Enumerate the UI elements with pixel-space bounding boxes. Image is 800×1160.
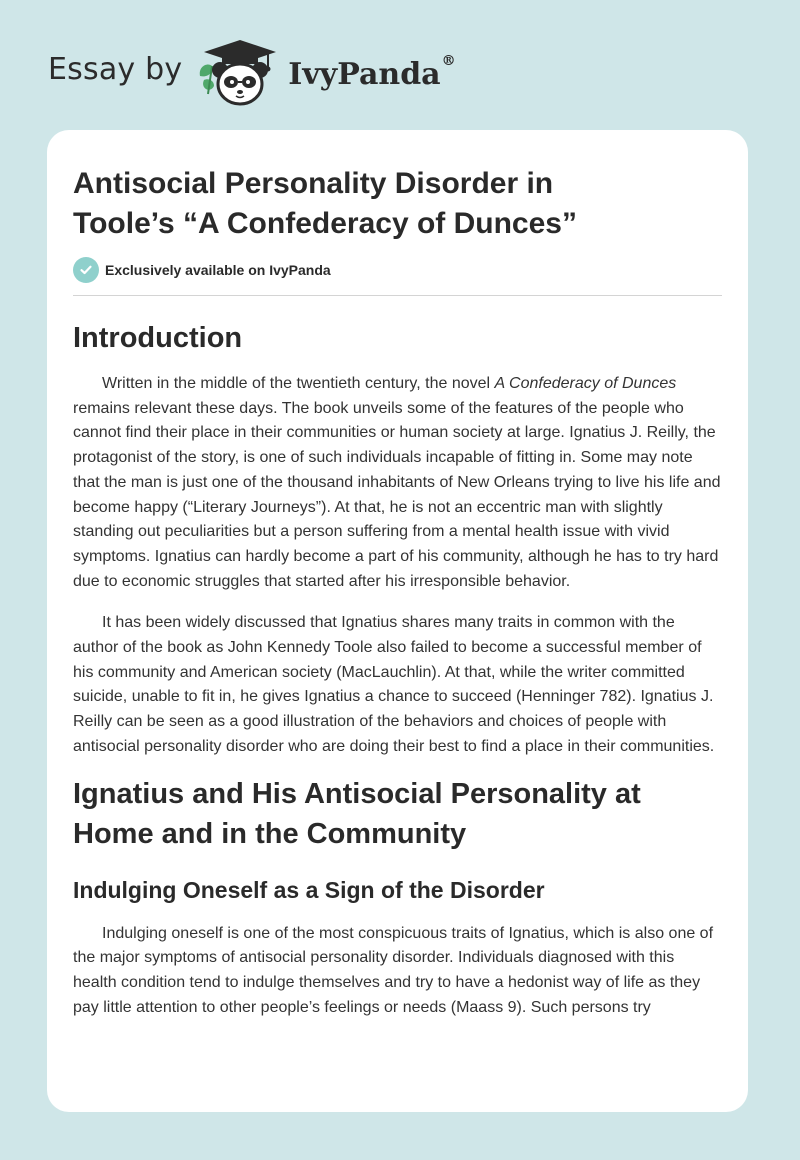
brand-header[interactable]	[48, 36, 456, 108]
exclusive-badge	[73, 257, 722, 296]
paragraph-intro-1: Written in the middle of the twentieth century, the novel A Confederacy of Dunces remains relevant these days. The book unveils some of the features of the people who cannot find their place in their communities or human society at large. Ignatius J. Reilly, the protagonist of the story, is one of such individuals incapable of fitting in. Some may note that the man is just one of the thousand inhabitants of New Orleans trying to live his life and become happy (“Literary Journeys”). At that, he is not an eccentric man with slightly standing out peculiarities but a person suffering from a mental health issue with vivid symptoms. Ignatius can hardly become a part of his community, although he has to try hard due to economic struggles that started after his irresponsible behavior.	[73, 375, 721, 590]
brand-prefix: Essay by	[48, 51, 183, 87]
essay-card	[47, 130, 748, 1112]
heading-section: Ignatius and His Antisocial Personality at Home and in the Community	[73, 777, 641, 850]
paragraph-intro-2: It has been widely discussed that Ignatius shares many traits in common with the author of the book as John Kennedy Toole also failed to become a successful member of his community and American society (MacLauchlin). At that, while the writer committed suicide, unable to fit in, he gives Ignatius a chance to succeed (Henninger 782). Ignatius J. Reilly can be seen as a good illustration of the behaviors and choices of people with antisocial personality disorder who are doing their best to find a place in their communities.	[73, 614, 715, 755]
heading-introduction: Introduction	[73, 322, 243, 354]
exclusive-label: Exclusively available on IvyPanda	[105, 262, 331, 278]
essay-title: Antisocial Personality Disorder in Toole’s “A Confederacy of Dunces”	[73, 167, 577, 240]
panda-graduate-logo-icon	[196, 36, 284, 108]
paragraph-body-1: Indulging oneself is one of the most conspicuous traits of Ignatius, which is also one of the major symptoms of antisocial personality disorder. Individuals diagnosed with this health condition tend to indulge themselves and try to have a hedonist way of life as they pay little attention to other people’s feelings or needs (Maass 9). Such persons try	[73, 924, 714, 1016]
heading-subsection: Indulging Oneself as a Sign of the Disorder	[73, 876, 545, 903]
brand-name: IvyPanda®	[288, 52, 456, 92]
check-circle-icon	[73, 257, 99, 283]
